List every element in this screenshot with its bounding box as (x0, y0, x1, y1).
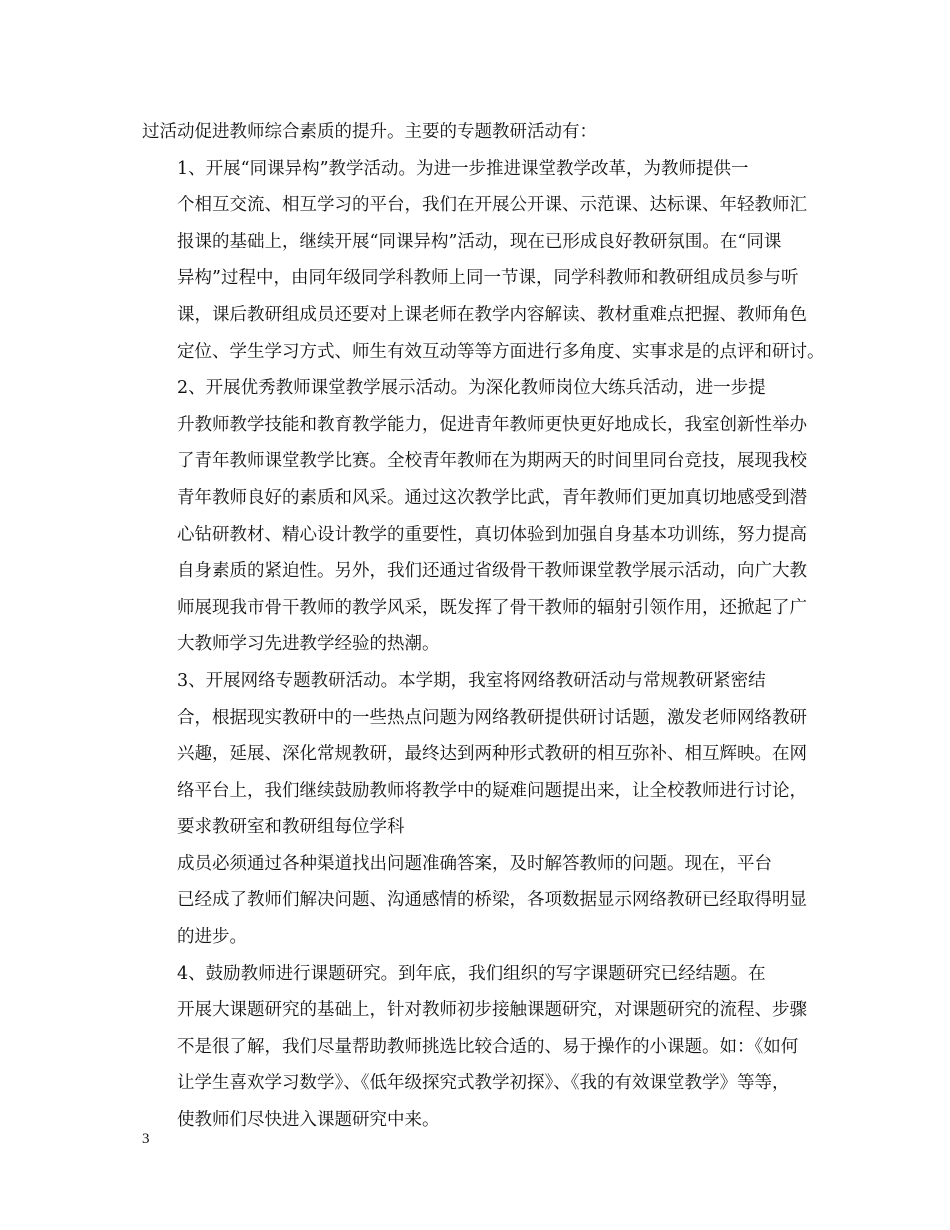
text-line: 自身素质的紧迫性。另外，我们还通过省级骨干教师课堂教学展示活动，向广大教 (177, 561, 807, 582)
text-line: 成员必须通过各种渠道找出问题准确答案，及时解答教师的问题。现在，平台 (177, 853, 772, 874)
text-line: 4、鼓励教师进行课题研究。到年底，我们组织的写字课题研究已经结题。在 (177, 963, 766, 984)
document-body (142, 114, 825, 1139)
paragraph (142, 370, 822, 663)
text-line: 师展现我市骨干教师的教学风采，既发挥了骨干教师的辐射引领作用，还掀起了广 (177, 597, 807, 618)
paragraph (142, 846, 822, 956)
paragraph (142, 956, 822, 1139)
text-line: 过活动促进教师综合素质的提升。主要的专题教研活动有： (142, 122, 597, 142)
text-line: 定位、学生学习方式、师生有效互动等等方面进行多角度、实事求是的点评和研讨。 (177, 341, 825, 362)
text-line: 3、开展网络专题教研活动。本学期，我室将网络教研活动与常规教研紧密结 (177, 670, 766, 691)
text-line: 络平台上，我们继续鼓励教师将教学中的疑难问题提出来，让全校教师进行讨论， (177, 780, 807, 801)
text-line: 大教师学习先进教学经验的热潮。 (177, 634, 440, 655)
text-line: 青年教师良好的素质和风采。通过这次教学比武，青年教师们更加真切地感受到潜 (177, 487, 807, 508)
text-line: 合，根据现实教研中的一些热点问题为网络教研提供研讨话题，激发老师网络教研 (177, 707, 807, 728)
text-line: 1、开展“同课异构”教学活动。为进一步推进课堂教学改革，为教师提供一 (177, 158, 749, 179)
text-line: 个相互交流、相互学习的平台，我们在开展公开课、示范课、达标课、年轻教师汇 (177, 195, 807, 216)
text-line: 2、开展优秀教师课堂教学展示活动。为深化教师岗位大练兵活动，进一步提 (177, 378, 766, 399)
text-line: 心钻研教材、精心设计教学的重要性，真切体验到加强自身基本功训练，努力提高 (177, 524, 807, 545)
text-line: 让学生喜欢学习数学》、《低年级探究式教学初探》、《我的有效课堂教学》等等， (177, 1073, 790, 1094)
paragraph (142, 114, 822, 151)
text-line: 报课的基础上，继续开展“同课异构”活动，现在已形成良好教研氛围。在“同课 (177, 231, 782, 252)
paragraph (142, 663, 822, 846)
paragraph (142, 151, 825, 371)
text-line: 异构”过程中，由同年级同学科教师上同一节课，同学科教师和教研组成员参与听 (177, 268, 799, 289)
text-line: 升教师教学技能和教育教学能力，促进青年教师更快更好地成长，我室创新性举办 (177, 414, 807, 435)
text-line: 要求教研室和教研组每位学科 (177, 817, 405, 838)
text-line: 的进步。 (177, 927, 247, 948)
text-line: 兴趣，延展、深化常规教研，最终达到两种形式教研的相互弥补、相互辉映。在网 (177, 744, 807, 765)
text-line: 开展大课题研究的基础上，针对教师初步接触课题研究，对课题研究的流程、步骤 (177, 1000, 807, 1021)
page-number: 3 (142, 1131, 150, 1147)
text-line: 使教师们尽快进入课题研究中来。 (177, 1110, 440, 1131)
text-line: 不是很了解，我们尽量帮助教师挑选比较合适的、易于操作的小课题。如：《如何 (177, 1036, 799, 1057)
text-line: 课，课后教研组成员还要对上课老师在教学内容解读、教材重难点把握、教师角色 (177, 304, 807, 325)
text-line: 已经成了教师们解决问题、沟通感情的桥梁，各项数据显示网络教研已经取得明显 (177, 890, 807, 911)
text-line: 了青年教师课堂教学比赛。全校青年教师在为期两天的时间里同台竞技，展现我校 (177, 451, 807, 472)
